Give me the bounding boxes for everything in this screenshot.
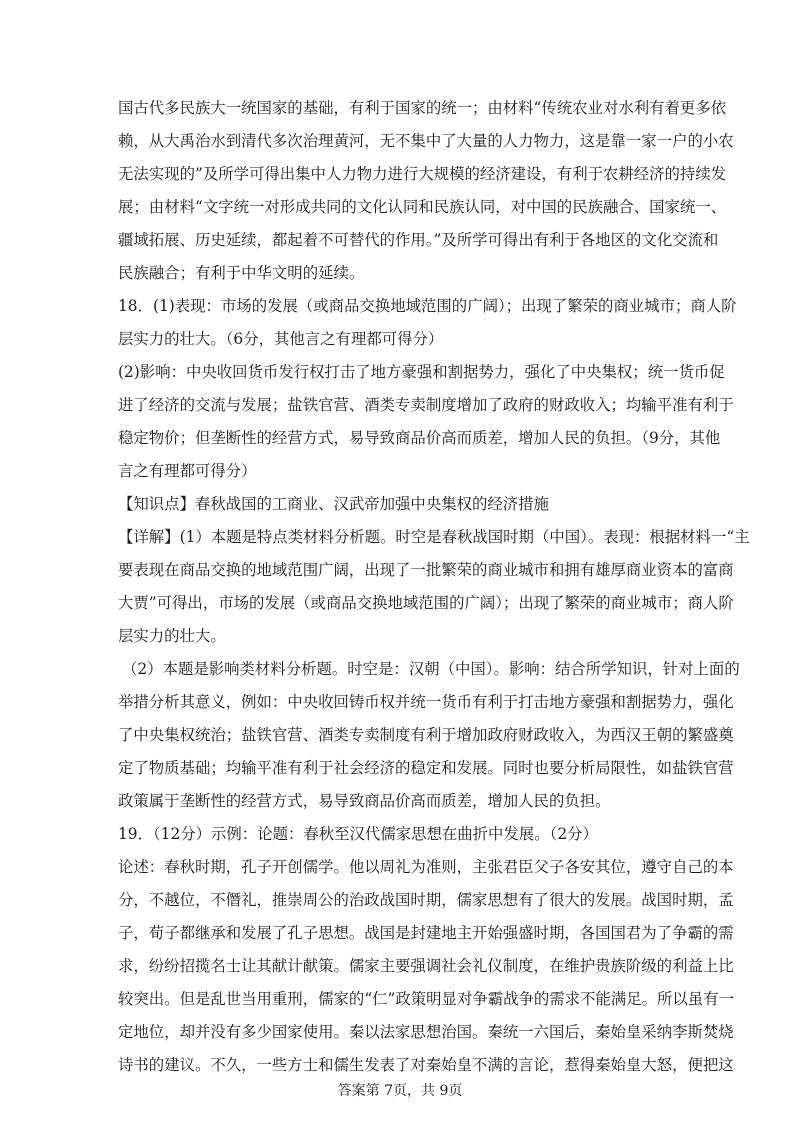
detailed-explanation: 【详解】(1）本题是特点类材料分析题。时空是春秋战国时期（中国）。表现：根据材料一“主 [118,528,750,546]
text-line: 要表现在商品交换的地域范围广阔，出现了一批繁荣的商业城市和拥有雄厚商业资本的富商 [118,561,734,579]
text-line: 展；由材料“文字统一对形成共同的文化认同和民族认同，对中国的民族融合、国家统一、 [118,198,727,216]
text-line: （2）本题是影响类材料分析题。时空是：汉朝（中国）。影响：结合所学知识，针对上面的 [122,660,740,678]
page-footer: 答案第 7页，共 9页 [337,1083,463,1099]
text-line: 定了物质基础；均输平准有利于社会经济的稳定和发展。同时也要分析局限性，如盐铁官营 [118,759,734,777]
text-line: 了中央集权统治；盐铁官营、酒类专卖制度有利于增加政府财政收入，为西汉王朝的繁盛奠 [118,726,734,744]
text-line: 定地位，却并没有多少国家使用。秦以法家思想治国。秦统一六国后，秦始皇采纳李斯焚烧 [118,1023,734,1041]
text-line: 进了经济的交流与发展；盐铁官营、酒类专卖制度增加了政府的财政收入；均输平准有利于 [118,396,734,414]
text-line: 言之有理都可得分） [118,462,257,480]
text-line: (2)影响：中央收回货币发行权打击了地方豪强和割据势力，强化了中央集权；统一货币促 [118,363,725,381]
knowledge-point: 【知识点】春秋战国的工商业、汉武帝加强中央集权的经济措施 [118,495,549,513]
question-18-answer: 18．(1)表现：市场的发展（或商品交换地域范围的广阔）；出现了繁荣的商业城市；商人阶 [118,297,737,315]
question-19-answer: 19．（12分）示例：论题：春秋至汉代儒家思想在曲折中发展。（2分） [118,825,598,843]
text-line: 子，荀子都继承和发展了孔子思想。战国是封建地主开始强盛时期，各国国君为了争霸的需 [118,924,734,942]
text-line: 诗书的建议。不久，一些方士和儒生发表了对秦始皇不满的言论，惹得秦始皇大怒，便把这 [118,1056,734,1074]
text-line: 论述：春秋时期，孔子开创儒学。他以周礼为准则，主张君臣父子各安其位，遵守自己的本 [118,858,734,876]
text-line: 疆域拓展、历史延续，都起着不可替代的作用。”及所学可得出有利于各地区的文化交流和 [118,231,719,249]
text-line: 政策属于垄断性的经营方式，易导致商品价高而质差，增加人民的负担。 [118,792,611,810]
text-line: 分，不越位，不僭礼，推崇周公的治政战国时期，儒家思想有了很大的发展。战国时期，孟 [118,891,734,909]
text-line: 赖，从大禹治水到清代多次治理黄河，无不集中了大量的人力物力，这是靠一家一户的小农 [118,132,734,150]
text-line: 国古代多民族大一统国家的基础，有利于国家的统一；由材料“传统农业对水利有着更多依 [118,99,727,117]
text-line: 层实力的壮大。 [118,627,226,645]
text-line: 稳定物价；但垄断性的经营方式，易导致商品价高而质差，增加人民的负担。（9分，其他 [118,429,721,447]
text-line: 无法实现的”及所学可得出集中人力物力进行大规模的经济建设，有利于农耕经济的持续发 [118,165,727,183]
text-line: 求，纷纷招揽名士让其献计献策。儒家主要强调社会礼仪制度，在维护贵族阶级的利益上比 [118,957,734,975]
text-line: 层实力的壮大。（6分，其他言之有理都可得分） [118,330,444,348]
text-line: 较突出。但是乱世当用重刑，儒家的“仁”政策明显对争霸战争的需求不能满足。所以虽有一 [118,990,734,1008]
text-line: 大贾”可得出，市场的发展（或商品交换地域范围的广阔）；出现了繁荣的商业城市；商人阶 [118,594,734,612]
text-line: 举措分析其意义，例如：中央收回铸币权并统一货币有利于打击地方豪强和割据势力，强化 [118,693,734,711]
text-line: 民族融合；有利于中华文明的延续。 [118,264,365,282]
